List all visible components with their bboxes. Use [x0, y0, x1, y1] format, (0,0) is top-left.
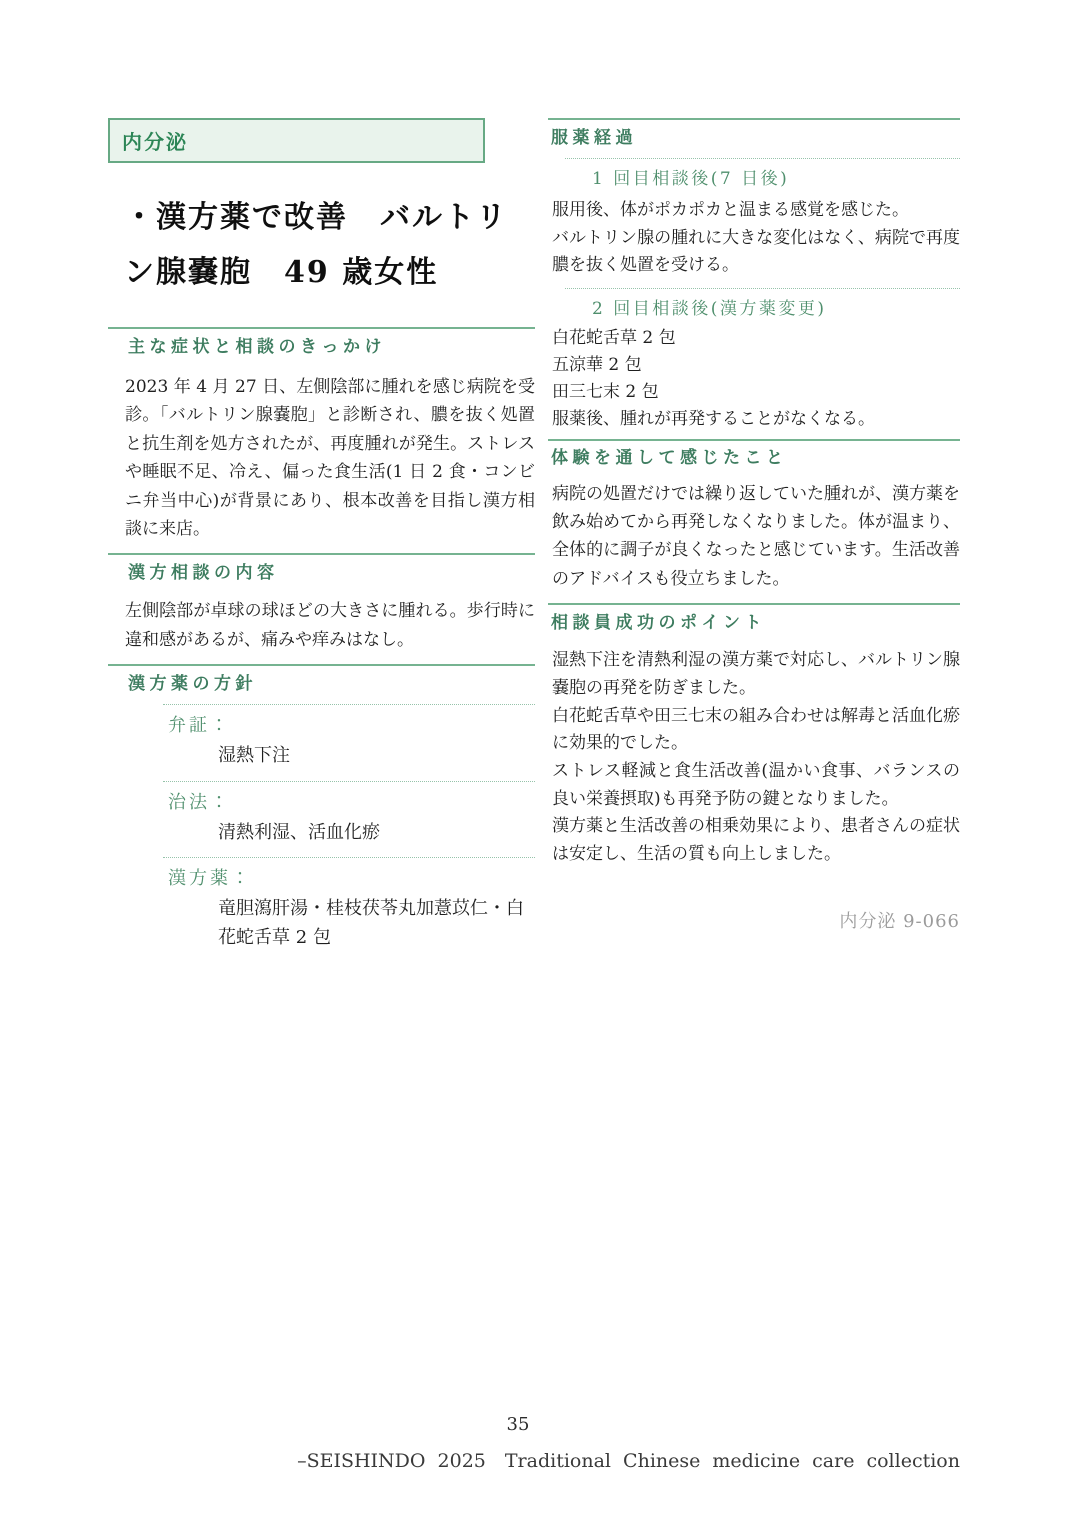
dotted-divider — [565, 158, 960, 159]
right-column — [548, 118, 960, 962]
points-line: 白花蛇舌草や田三七末の組み合わせは解毒と活血化瘀に効果的でした。 — [552, 705, 960, 754]
left-column — [108, 118, 535, 962]
section-symptoms-heading: 主な症状と相談のきっかけ — [128, 337, 386, 357]
section-consultation-body: 左側陰部が卓球の球ほどの大きさに腫れる。歩行時に違和感があるが、痛みや痒みはなし。 — [125, 601, 535, 650]
visit1-subheading: 1 回目相談後(7 日後) — [592, 169, 790, 189]
section-progress-heading: 服薬経過 — [551, 128, 637, 148]
chiho-label: 治法： — [168, 791, 231, 813]
spacer — [108, 696, 535, 704]
section-experience — [548, 439, 960, 604]
section-consultation — [108, 553, 535, 664]
visit2-line: 服薬後、腫れが再発することがなくなる。 — [552, 408, 875, 429]
dotted-divider — [163, 857, 535, 858]
spacer — [548, 150, 960, 158]
bensho-value: 湿熱下注 — [218, 745, 290, 767]
visit2-line: 白花蛇舌草 2 包 — [552, 327, 676, 348]
visit1-body — [548, 197, 960, 280]
section-policy-heading: 漢方薬の方針 — [128, 674, 257, 695]
dotted-divider — [565, 288, 960, 289]
chiho-value: 清熱利湿、活血化瘀 — [218, 821, 380, 843]
page-number: 35 — [506, 1414, 530, 1435]
section-policy — [108, 664, 535, 952]
section-consultation-heading: 漢方相談の内容 — [128, 563, 279, 584]
case-number: 内分泌 9-066 — [839, 910, 960, 932]
page-title-line1: ・漢方薬で改善 バルトリ — [124, 200, 508, 235]
bensho-label: 弁証： — [168, 715, 231, 737]
footer-credit: –SEISHINDO 2025 Traditional Chinese medicine care collection — [297, 1450, 960, 1472]
section-progress — [548, 118, 960, 439]
page-title — [108, 190, 535, 300]
dotted-divider — [163, 704, 535, 705]
spacer — [548, 280, 960, 288]
visit2-body — [548, 325, 960, 433]
two-column-layout — [108, 118, 960, 962]
section-points-heading: 相談員成功のポイント — [551, 613, 766, 634]
section-points — [548, 603, 960, 869]
category-badge — [108, 118, 485, 163]
section-experience-body: 病院の処置だけでは繰り返していた腫れが、漢方薬を飲み始めてから再発しなくなりました。体が温まり、全体的に調子が良くなったと感じています。生活改善のアドバイスも役立ちました。 — [552, 483, 960, 589]
points-line: 漢方薬と生活改善の相乗効果により、患者さんの症状は安定し、生活の質も向上しました。 — [552, 816, 960, 865]
points-line: 湿熱下注を清熱利湿の漢方薬で対応し、バルトリン腺嚢胞の再発を防ぎました。 — [552, 650, 960, 698]
visit2-line: 田三七末 2 包 — [552, 381, 659, 402]
visit2-line: 五涼華 2 包 — [552, 354, 642, 375]
visit2-subheading: 2 回目相談後(漢方薬変更) — [592, 298, 827, 319]
category-label: 内分泌 — [122, 130, 188, 154]
section-experience-heading: 体験を通して感じたこと — [551, 447, 788, 468]
section-symptoms — [108, 327, 535, 553]
section-symptoms-body: 2023 年 4 月 27 日、左側陰部に腫れを感じ病院を受診。「バルトリン腺嚢胞」と診断され、膿を抜く処置と抗生剤を処方されたが、再度腫れが発生。ストレスや睡眠不足、冷え、偏った食生活(1 日 2 食・コンビニ弁当中心)が背景にあり、根本改善を目指し漢方相談に来店。 — [125, 377, 535, 540]
page-title-line2: ン腺嚢胞 49 歳女性 — [124, 255, 439, 290]
dotted-divider — [163, 781, 535, 782]
visit1-line: 服用後、体がポカポカと温まる感覚を感じた。 — [552, 200, 909, 220]
kampo-label: 漢方薬： — [168, 868, 252, 890]
section-points-body — [548, 647, 960, 869]
points-line: ストレス軽減と食生活改善(温かい食事、バランスの良い栄養摂取)も再発予防の鍵となりました。 — [552, 760, 960, 809]
visit1-line: バルトリン腺の腫れに大きな変化はなく、病院で再度膿を抜く処置を受ける。 — [552, 227, 960, 275]
kampo-value: 竜胆瀉肝湯・桂枝茯苓丸加薏苡仁・白花蛇舌草 2 包 — [218, 898, 524, 948]
